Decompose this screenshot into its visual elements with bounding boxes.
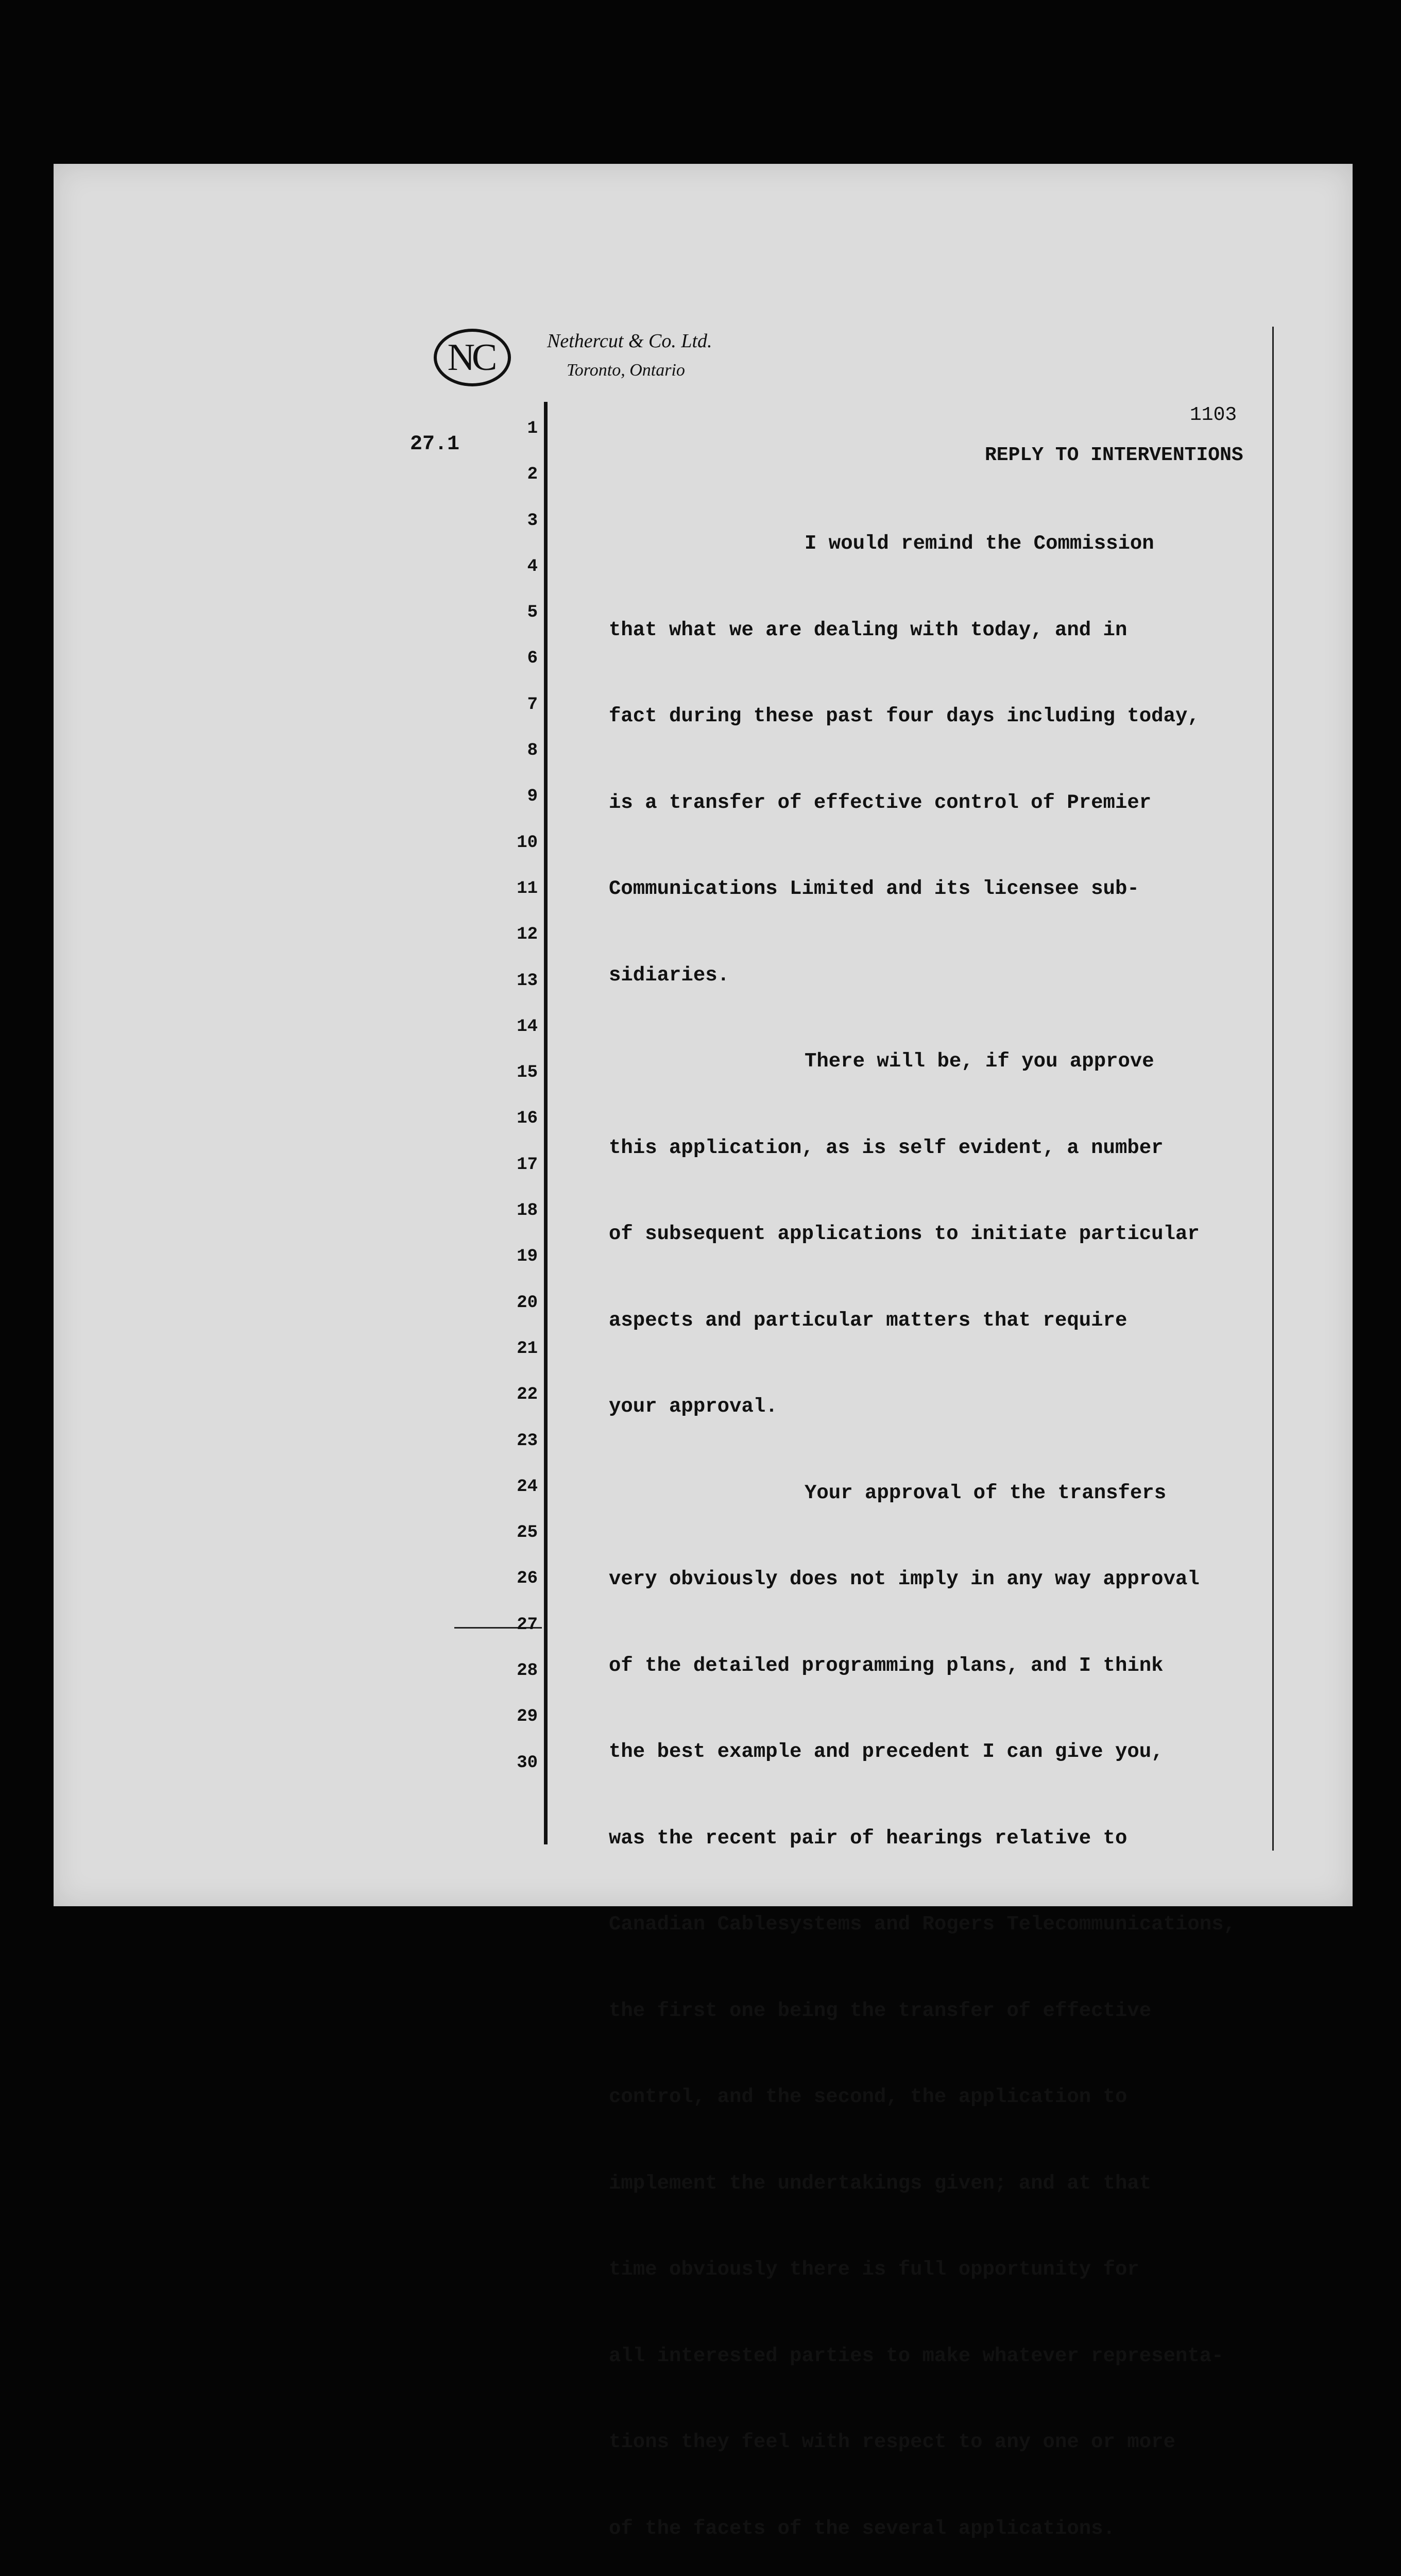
text-line: fact during these past four days including today, [609, 705, 1200, 727]
line-number: 17 [517, 1155, 538, 1175]
margin-note: 27.1 [410, 433, 460, 456]
line-number: 29 [517, 1707, 538, 1727]
text-line: There will be, if you approve [805, 1050, 1154, 1073]
line-number: 27 [517, 1615, 538, 1635]
text-line: the first one being the transfer of effective [609, 1999, 1152, 2022]
text-line: is a transfer of effective control of Premier [609, 791, 1152, 814]
line-number: 4 [527, 556, 538, 577]
line-number: 23 [517, 1431, 538, 1451]
text-line: control, and the second, the application to [609, 2086, 1127, 2108]
line-number: 9 [527, 787, 538, 807]
line-number: 30 [517, 1753, 538, 1773]
text-line: the best example and precedent I can give you, [609, 1740, 1164, 1763]
text-line: all interested parties to make whatever representa- [609, 2344, 1224, 2367]
text-line: was the recent pair of hearings relative to [609, 1826, 1127, 1850]
text-line: very obviously does not imply in any way approval [609, 1568, 1200, 1590]
text-line: of the facets of the several applications. [609, 2517, 1115, 2540]
text-line: this application, as is self evident, a number [609, 1136, 1164, 1159]
text-line: tions they feel with respect to any one or more [609, 2431, 1175, 2453]
line-number: 8 [527, 741, 538, 761]
line-number: 11 [517, 878, 538, 899]
text-line: time obviously there is full opportunity for [609, 2258, 1139, 2281]
text-line: I would remind the Commission [805, 532, 1154, 555]
line-number: 18 [517, 1201, 538, 1221]
line-number: 13 [517, 971, 538, 991]
line-number: 15 [517, 1063, 538, 1083]
text-line: of subsequent applications to initiate particular [609, 1223, 1200, 1245]
line-number-column [507, 406, 538, 1786]
letterhead-company: Nethercut & Co. Ltd. [547, 330, 712, 352]
text-line: of the detailed programming plans, and I think [609, 1654, 1164, 1677]
text-line: Canadian Cablesystems and Rogers Telecommunications, [609, 1913, 1236, 1936]
margin-rule [544, 402, 548, 1844]
line-number: 20 [517, 1293, 538, 1313]
page-number: 1103 [1190, 404, 1237, 426]
line-number: 24 [517, 1477, 538, 1497]
line-number: 10 [517, 833, 538, 853]
text-line: that what we are dealing with today, and in [609, 618, 1127, 641]
line-number: 21 [517, 1338, 538, 1359]
line-number: 6 [527, 649, 538, 669]
text-line: Communications Limited and its licensee sub- [609, 877, 1139, 900]
line-number: 25 [517, 1523, 538, 1543]
line-number: 3 [527, 511, 538, 531]
line-number: 12 [517, 925, 538, 945]
line-number: 28 [517, 1661, 538, 1681]
line-number: 19 [517, 1247, 538, 1267]
letterhead-city: Toronto, Ontario [567, 361, 685, 380]
text-line: implement the undertakings given; and at that [609, 2172, 1152, 2195]
line-number: 5 [527, 603, 538, 623]
text-line: aspects and particular matters that require [609, 1309, 1127, 1332]
section-heading: REPLY TO INTERVENTIONS [985, 444, 1243, 466]
line-number: 16 [517, 1109, 538, 1129]
line-number: 22 [517, 1385, 538, 1405]
line-number: 26 [517, 1569, 538, 1589]
text-line: Your approval of the transfers [805, 1481, 1167, 1504]
text-line: your approval. [609, 1395, 778, 1418]
line-number: 14 [517, 1016, 538, 1037]
transcript-body [609, 478, 1278, 2576]
text-line: sidiaries. [609, 963, 730, 987]
document-page [54, 164, 1353, 2540]
nc-logo: NC [434, 329, 511, 386]
line-number: 2 [527, 465, 538, 485]
line-number: 1 [527, 419, 538, 438]
line-number: 7 [527, 694, 538, 715]
